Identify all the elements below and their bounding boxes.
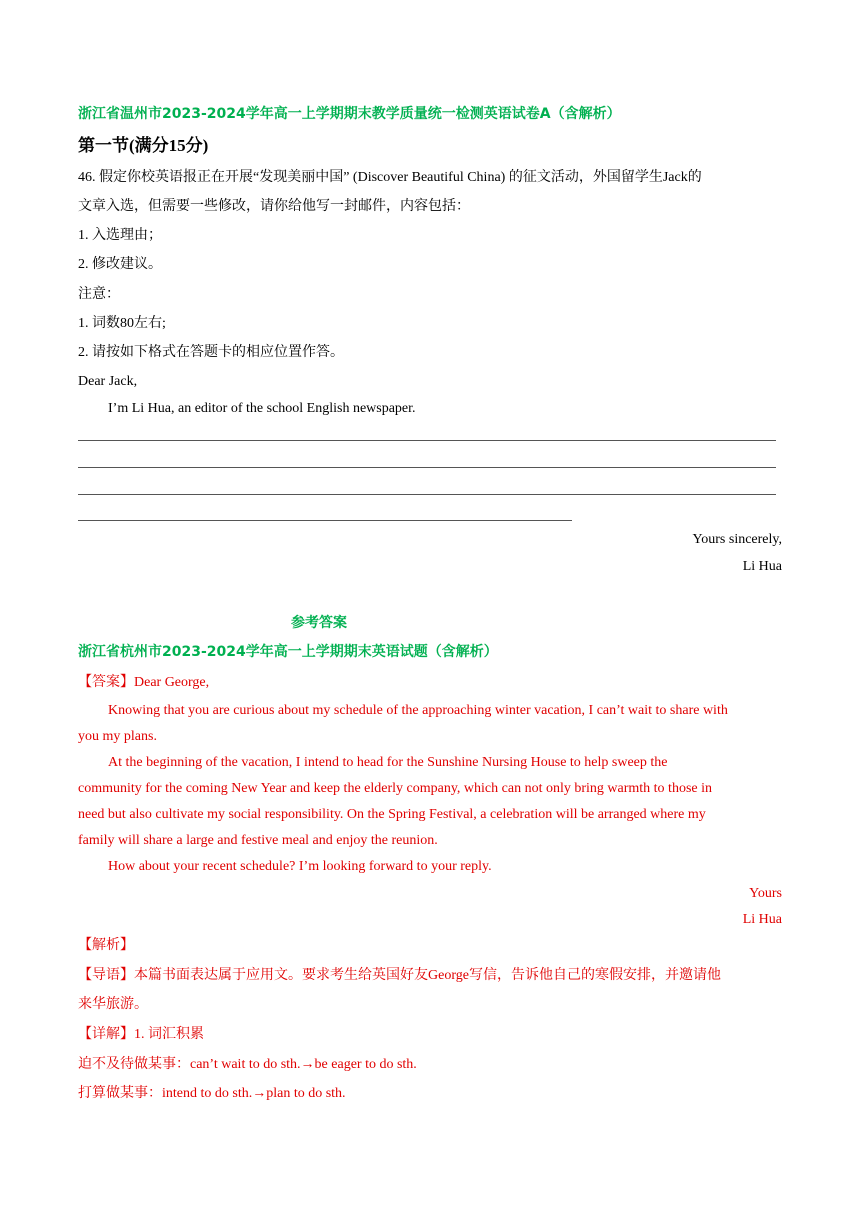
answer-tag: 【答案】 bbox=[78, 675, 134, 690]
guide-tag: 【导语】 bbox=[78, 968, 134, 983]
detail-heading: 1. 词汇积累 bbox=[134, 1027, 204, 1042]
section-heading: 第一节(满分15分) bbox=[78, 136, 209, 155]
note-1: 1. 词数80左右; bbox=[78, 316, 166, 331]
answer-blank-line bbox=[78, 494, 776, 495]
answer-salutation-line bbox=[78, 673, 209, 693]
answer-text: need but also cultivate my social responsibility. On the Spring Festival, a celebration will be arranged where my bbox=[78, 807, 706, 822]
answer-text: Knowing that you are curious about my schedule of the approaching winter vacation, I can’t wait to share with bbox=[108, 703, 728, 718]
source-title: 浙江省杭州市2023-2024学年高一上学期期末英语试题（含解析） bbox=[78, 644, 498, 660]
answer-blank-line bbox=[78, 467, 776, 468]
guide-line-2: 来华旅游。 bbox=[78, 997, 148, 1012]
answer-signature: Li Hua bbox=[742, 912, 782, 927]
analysis-tag: 【解析】 bbox=[78, 938, 134, 953]
guide-text: 本篇书面表达属于应用文。要求考生给英国好友George写信，告诉他自己的寒假安排，并邀请他 bbox=[134, 968, 721, 983]
exam-title: 浙江省温州市2023-2024学年高一上学期期末教学质量统一检测英语试卷A（含解析） bbox=[78, 106, 621, 122]
reference-answer-label: 参考答案 bbox=[291, 615, 347, 631]
answer-text: At the beginning of the vacation, I intend to head for the Sunshine Nursing House to help sweep the bbox=[108, 755, 668, 770]
answer-text: family will share a large and festive meal and enjoy the reunion. bbox=[78, 833, 438, 848]
task-line-2: 文章入选，但需要一些修改，请你给他写一封邮件，内容包括： bbox=[78, 199, 470, 214]
note-label: 注意： bbox=[78, 287, 120, 302]
letter-signature: Li Hua bbox=[742, 559, 782, 574]
detail-line bbox=[78, 1025, 204, 1045]
note-2: 2. 请按如下格式在答题卡的相应位置作答。 bbox=[78, 345, 344, 360]
answer-text: community for the coming New Year and keep the elderly company, which can not only bring warmth to those in bbox=[78, 781, 712, 796]
answer-blank-line bbox=[78, 440, 776, 441]
task-point-2: 2. 修改建议。 bbox=[78, 257, 162, 272]
detail-tag: 【详解】 bbox=[78, 1027, 134, 1042]
vocab-item: 打算做某事：intend to do sth.→plan to do sth. bbox=[78, 1086, 346, 1101]
vocab-item: 迫不及待做某事：can’t wait to do sth.→be eager to do sth. bbox=[78, 1057, 417, 1072]
answer-text: you my plans. bbox=[78, 729, 157, 744]
letter-salutation: Dear Jack, bbox=[78, 374, 138, 389]
answer-closing: Yours bbox=[749, 886, 782, 901]
answer-blank-line bbox=[78, 520, 572, 521]
guide-line-1 bbox=[78, 966, 721, 986]
letter-opening: I’m Li Hua, an editor of the school English newspaper. bbox=[108, 401, 416, 416]
letter-closing: Yours sincerely, bbox=[692, 532, 782, 547]
task-point-1: 1. 入选理由； bbox=[78, 228, 162, 243]
task-line-1: 46. 假定你校英语报正在开展“发现美丽中国” (Discover Beautiful China) 的征文活动，外国留学生Jack的 bbox=[78, 170, 702, 185]
answer-salutation: Dear George, bbox=[134, 675, 210, 690]
answer-text: How about your recent schedule? I’m looking forward to your reply. bbox=[108, 859, 492, 874]
